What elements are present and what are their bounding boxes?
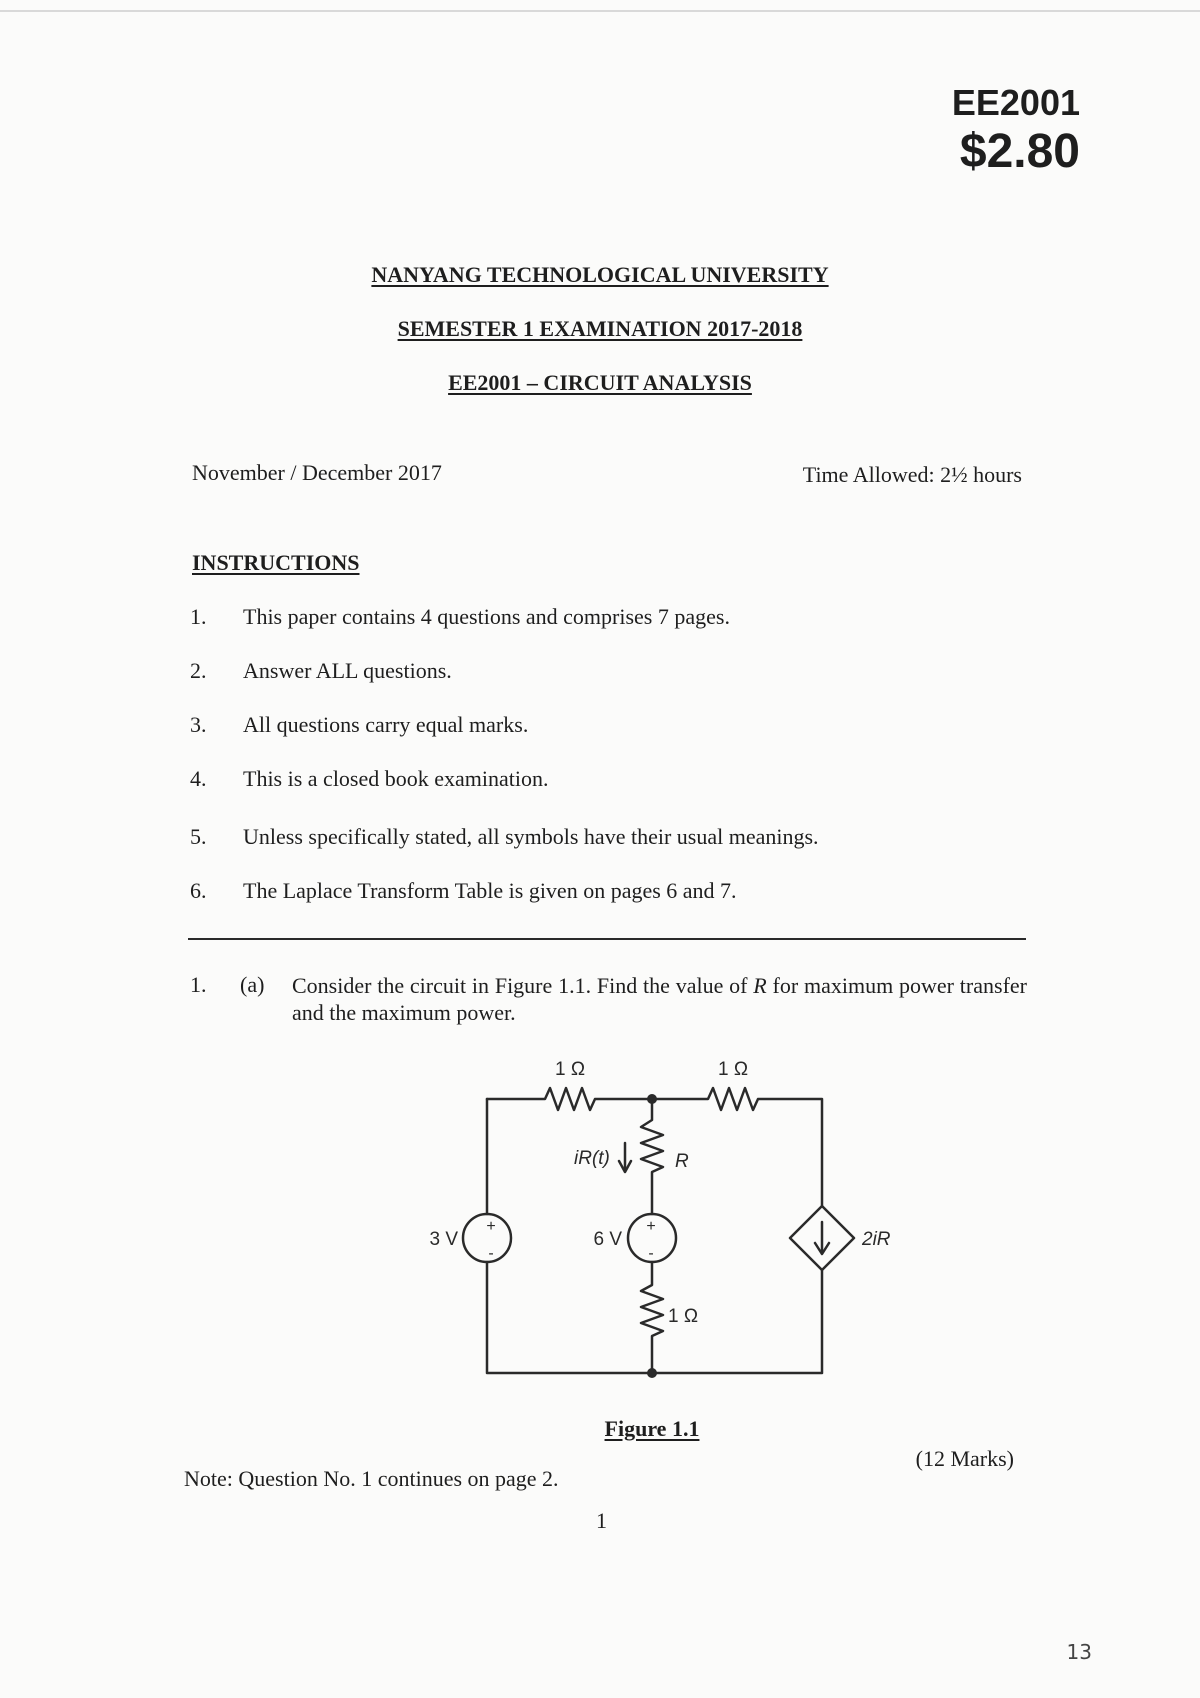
handwritten-page-number: 13 (1066, 1640, 1092, 1664)
label-r-middle: R (675, 1151, 689, 1172)
left-wire-bottom (487, 1262, 652, 1373)
label-current: iR(t) (574, 1148, 610, 1169)
page-number: 1 (596, 1508, 607, 1533)
middle-resistor-R (641, 1099, 663, 1214)
node-bottom (647, 1368, 657, 1378)
label-dep-source: 2iR (862, 1229, 891, 1250)
university-title: NANYANG TECHNOLOGICAL UNIVERSITY (371, 262, 829, 287)
course-title: EE2001 – CIRCUIT ANALYSIS (448, 370, 752, 395)
polarity-plus-middle: + (646, 1218, 656, 1235)
polarity-minus-middle: - (648, 1245, 654, 1262)
question-part: (a) (240, 972, 265, 997)
variable-R: R (753, 973, 767, 998)
instruction-number: 6. (190, 878, 207, 903)
question-text-start: Consider the circuit in Figure 1.1. Find the value of (292, 973, 754, 998)
instruction-text: All questions carry equal marks. (243, 712, 529, 737)
instruction-text: Answer ALL questions. (243, 658, 452, 683)
question-number: 1. (190, 972, 207, 997)
instruction-number: 4. (190, 766, 207, 791)
label-v-left: 3 V (429, 1229, 458, 1250)
time-allowed: Time Allowed: 2½ hours (802, 462, 1022, 487)
price-label: $2.80 (959, 125, 1080, 178)
marks-label: (12 Marks) (915, 1446, 1014, 1471)
polarity-minus-left: - (488, 1245, 494, 1262)
instruction-number: 1. (190, 604, 207, 629)
node-top (647, 1094, 657, 1104)
instruction-number: 2. (190, 658, 207, 683)
instruction-text: Unless specifically stated, all symbols have their usual meanings. (243, 824, 819, 849)
instruction-text: This is a closed book examination. (243, 766, 549, 791)
instruction-text: This paper contains 4 questions and comprises 7 pages. (243, 604, 730, 629)
bottom-resistor (641, 1262, 663, 1373)
label-v-middle: 6 V (593, 1229, 622, 1250)
question-text-end: for maximum power transfer and the maximum power. (292, 973, 1027, 1025)
label-r-bottom: 1 Ω (668, 1306, 699, 1327)
exam-date: November / December 2017 (192, 460, 442, 485)
instructions-title: INSTRUCTIONS (192, 550, 360, 575)
polarity-plus-left: + (486, 1218, 496, 1235)
top-left-resistor (487, 1088, 652, 1110)
instruction-number: 3. (190, 712, 207, 737)
top-right-resistor (652, 1088, 822, 1206)
continuation-note: Note: Question No. 1 continues on page 2. (184, 1466, 559, 1491)
exam-title: SEMESTER 1 EXAMINATION 2017-2018 (397, 316, 803, 341)
instruction-text: The Laplace Transform Table is given on pages 6 and 7. (243, 878, 737, 903)
instruction-number: 5. (190, 824, 207, 849)
label-r-top-right: 1 Ω (717, 1059, 749, 1080)
figure-caption: Figure 1.1 (604, 1416, 700, 1441)
course-code: EE2001 (951, 82, 1080, 123)
label-r-top-left: 1 Ω (554, 1059, 586, 1080)
